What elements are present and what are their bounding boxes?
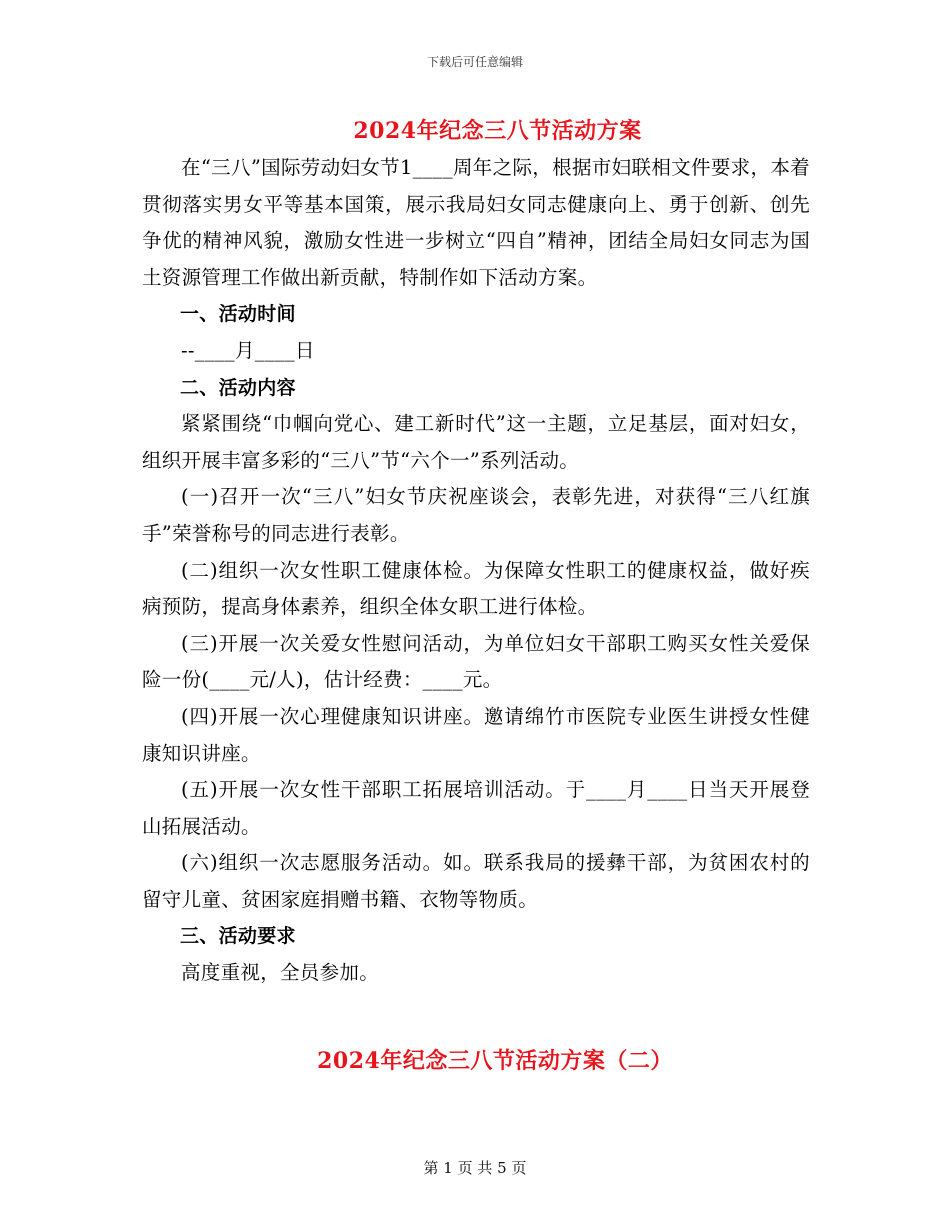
activity-item-1: (一)召开一次“三八”妇女节庆祝座谈会，表彰先进，对获得“三八红旗手”荣誉称号的同志进行表彰。 bbox=[142, 485, 810, 545]
header-note: 下载后可任意编辑 bbox=[426, 55, 523, 69]
requirements-paragraph: 高度重视，全员参加。 bbox=[181, 961, 380, 985]
document-title: 2024年纪念三八节活动方案 bbox=[353, 118, 642, 144]
section-heading-time: 一、活动时间 bbox=[180, 303, 296, 326]
activity-item-3: (三)开展一次关爱女性慰问活动，为单位妇女干部职工购买女性关爱保险一份(____元/人)，估计经费：____元。 bbox=[142, 631, 810, 692]
activity-item-4: (四)开展一次心理健康知识讲座。邀请绵竹市医院专业医生讲授女性健康知识讲座。 bbox=[142, 704, 810, 765]
section-heading-requirements: 三、活动要求 bbox=[180, 925, 296, 948]
content-summary-paragraph: 紧紧围绕“巾帼向党心、建工新时代”这一主题，立足基层，面对妇女，组织开展丰富多彩的“三八”节“六个一”系列活动。 bbox=[142, 412, 810, 472]
intro-paragraph: 在“三八”国际劳动妇女节1____周年之际，根据市妇联相文件要求，本着贯彻落实男女平等基本国策，展示我局妇女同志健康向上、勇于创新、创先争优的精神风貌，激励女性进一步树立“四自”精神，团结全局妇女同志为国土资源管理工作做出新贡献，特制作如下活动方案。 bbox=[142, 156, 810, 289]
activity-item-5: (五)开展一次女性干部职工拓展培训活动。于____月____日当天开展登山拓展活动。 bbox=[142, 778, 810, 838]
page-number: 第 1 页 共 5 页 bbox=[423, 1159, 527, 1177]
activity-date-line: --____月____日 bbox=[181, 338, 315, 362]
second-document-title: 2024年纪念三八节活动方案（二） bbox=[317, 1048, 673, 1074]
document-body bbox=[142, 150, 810, 992]
section-heading-content: 二、活动内容 bbox=[180, 376, 296, 399]
activity-item-6: (六)组织一次志愿服务活动。如。联系我局的援彝干部，为贫困农村的留守儿童、贫困家庭捐赠书籍、衣物等物质。 bbox=[142, 851, 810, 911]
activity-item-2: (二)组织一次女性职工健康体检。为保障女性职工的健康权益，做好疾病预防，提高身体素养，组织全体女职工进行体检。 bbox=[142, 558, 810, 619]
